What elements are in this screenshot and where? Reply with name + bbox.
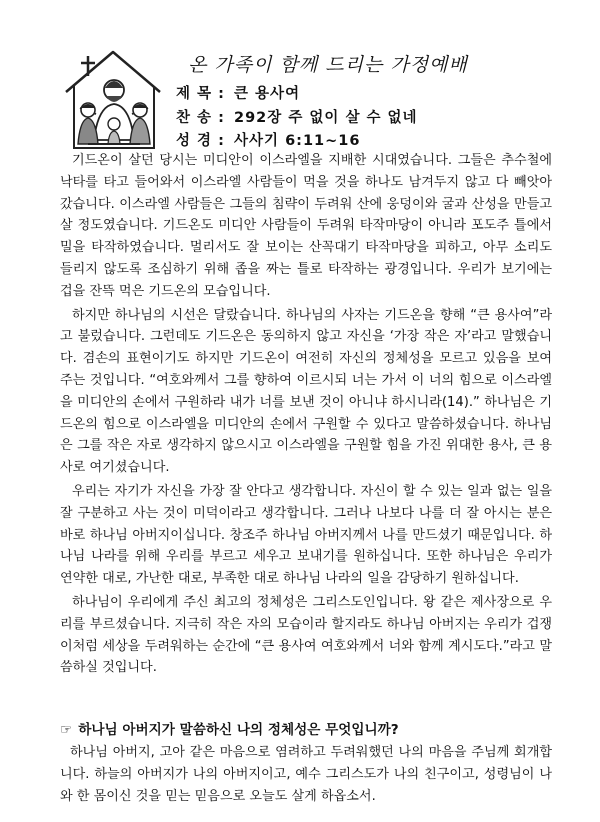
question-text: 하나님 아버지가 말씀하신 나의 정체성은 무엇입니까? [78,722,399,738]
hymn-line [176,106,418,127]
theme-label: 제 목 : [176,86,225,102]
sermon-paragraph: 하나님이 우리에게 주신 최고의 정체성은 그리스도인입니다. 왕 같은 제사장으로 우리를 부르셨습니다. 지극히 작은 자의 모습이라 할지라도 하나님 아버지는 우리가 겁쟁이처럼 세상을 두려워하는 순간에 “큰 용사여 여호와께서 너와 함께 계시도다.”라고 말씀하실 것입니다. [60,594,552,676]
scripture-line [176,129,360,150]
sermon-body [60,150,552,679]
closing-prayer [60,742,552,808]
pointing-hand-icon: ☞ [60,722,73,738]
theme-line [176,82,300,103]
sermon-paragraph: 우리는 자기가 자신을 가장 잘 안다고 생각합니다. 자신이 할 수 있는 일과 없는 일을 잘 구분하고 사는 것이 미덕이라고 생각합니다. 그러나 나보다 나를 더 잘 아시는 분은 바로 하나님 아버지이십니다. 창조주 하나님 아버지께서 나를 만드셨기 때문입니다. 하나님 나라를 위해 우리를 부르고 세우고 보내기를 원하십니다. 또한 하나님은 우리가 연약한 대로, 가난한 대로, 부족한 대로 하나님 나라의 일을 감당하기 원하십니다. [60,483,552,587]
family-worship-emblem-icon [58,44,168,152]
theme-value: 큰 용사여 [234,86,301,102]
sermon-paragraph: 하지만 하나님의 시선은 달랐습니다. 하나님의 사자는 기드온을 향해 “큰 용사여”라고 불렀습니다. 그런데도 기드온은 동의하지 않고 자신을 ‘가장 작은 자’라고 말했습니다. 겸손의 표현이기도 하지만 기드온이 여전히 자신의 정체성을 모르고 있음을 보여 주는 것입니다. “여호와께서 그를 향하여 이르시되 너는 가서 이 너의 힘으로 이스라엘을 미디안의 손에서 구원하라 내가 너를 보낸 것이 아니냐 하시니라(14).” 하나님은 기드온의 힘으로 이스라엘을 미디안의 손에서 구원할 수 있다고 말씀하셨습니다. 하나님은 그를 작은 자로 생각하지 않으시고 이스라엘을 구원할 힘을 가진 위대한 용사, 큰 용사로 여기셨습니다. [60,307,552,476]
scripture-label: 성 경 : [176,133,225,149]
worship-header [0,0,600,150]
sermon-paragraph: 기드온이 살던 당시는 미디안이 이스라엘을 지배한 시대였습니다. 그들은 추수철에 낙타를 타고 들어와서 이스라엘 사람들이 먹을 것을 하나도 남겨두지 않고 다 빼앗아 갔습니다. 이스라엘 사람들은 그들의 침략이 두려워 산에 웅덩이와 굴과 산성을 만들고 살 정도였습니다. 기드온도 미디안 사람들이 두려워 타작마당이 아니라 포도주 틀에서 밀을 타작하였습니다. 멀리서도 잘 보이는 산꼭대기 타작마당을 피하고, 아무 소리도 들리지 않도록 조심하기 위해 좁을 짜는 틀로 타작하는 광경입니다. 우리가 보기에는 겁을 잔뜩 먹은 기드온의 모습입니다. [60,153,552,299]
hymn-value: 292장 주 없이 살 수 없네 [234,110,418,126]
reflection-question [60,718,552,738]
prayer-text: 하나님 아버지, 고아 같은 마음으로 염려하고 두려워했던 나의 마음을 주님께 회개합니다. 하늘의 아버지가 나의 아버지이고, 예수 그리스도가 나의 친구이고, 성령님이 나와 한 몸이신 것을 믿는 믿음으로 오늘도 살게 하옵소서. [60,745,552,804]
hymn-label: 찬 송 : [176,110,225,126]
scripture-value: 사사기 6:11~16 [234,133,361,149]
page-title: 온 가족이 함께 드리는 가정예배 [188,54,468,76]
